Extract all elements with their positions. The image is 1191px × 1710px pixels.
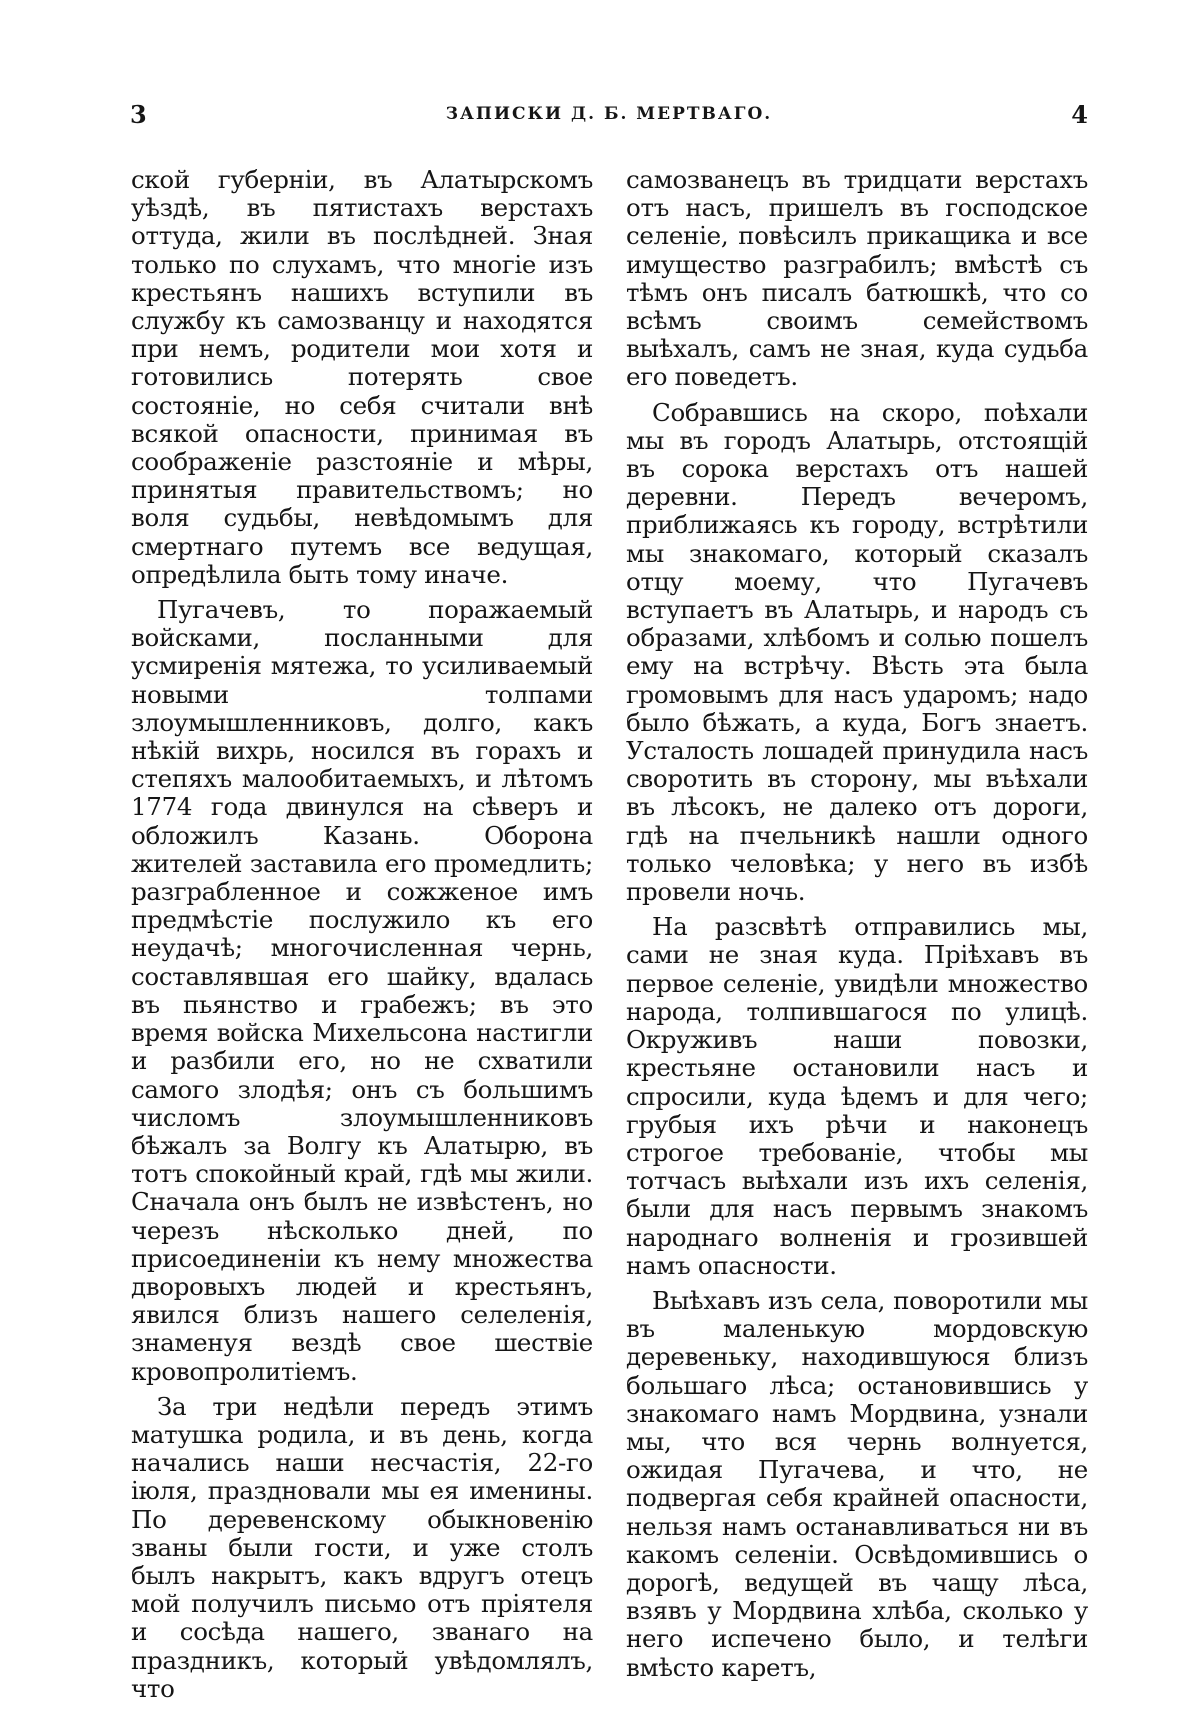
paragraph: ской губерніи, въ Алатырскомъ уѣздѣ, въ пятистахъ верстахъ оттуда, жили въ послѣдней. Зная только по слухамъ, что многіе изъ крестьянъ нашихъ вступили въ службу къ самозванцу и находятся при немъ, родители мои хотя и готовились потерять свое состояніе, но себя считали внѣ всякой опасности, принимая въ соображеніе разстояніе и мѣры, принятыя правительствомъ; но воля судьбы, невѣдомымъ для смертнаго путемъ все ведущая, опредѣлила быть тому иначе. [131,165,593,589]
paragraph: За три недѣли передъ этимъ матушка родила, и въ день, когда начались наши несчастія, 22-го іюля, праздновали мы ея именины. По деревенскому обыкновенію званы были гости, и уже столъ былъ накрытъ, какъ вдругъ отецъ мой получилъ письмо отъ пріятеля и сосѣда нашего, званаго на праздникъ, который увѣдомлялъ, что [131,1391,593,1703]
page-number-left: 3 [130,100,147,129]
paragraph: Выѣхавъ изъ села, поворотили мы въ маленькую мордовскую деревеньку, находившуюся близъ большаго лѣса; остановившись у знакомаго намъ Мордвина, узнали мы, что вся чернь волнуется, ожидая Пугачева, и что, не подвергая себя крайней опасности, нельзя намъ останавливаться ни въ какомъ селеніи. Освѣдомившись о дорогѣ, ведущей въ чащу лѣса, взявъ у Мордвина хлѣба, сколько у него испечено было, и телѣги вмѣсто каретъ, [626,1285,1088,1682]
left-column [131,166,593,1710]
page-number-right: 4 [1071,100,1088,129]
paragraph: На разсвѣтѣ отправились мы, сами не зная куда. Пріѣхавъ въ первое селеніе, увидѣли множество народа, толпившагося по улицѣ. Окруживъ наши повозки, крестьяне остановили насъ и спросили, куда ѣдемъ и для чего; грубыя ихъ рѣчи и наконецъ строгое требованіе, чтобы мы тотчасъ выѣхали изъ ихъ селенія, были для насъ первымъ знакомъ народнаго волненія и грозившей намъ опасности. [626,912,1088,1280]
running-header [130,100,1088,140]
running-title: ЗАПИСКИ Д. Б. МЕРТВАГО. [445,104,773,124]
paragraph: Собравшись на скоро, поѣхали мы въ городъ Алатырь, отстоящій въ сорока верстахъ отъ нашей деревни. Передъ вечеромъ, приближаясь къ городу, встрѣтили мы знакомаго, который сказалъ отцу моему, что Пугачевъ вступаетъ въ Алатырь, и народъ съ образами, хлѣбомъ и солью пошелъ ему на встрѣчу. Вѣсть эта была громовымъ для насъ ударомъ; надо было бѣжать, а куда, Богъ знаетъ. Усталость лошадей принудила насъ своротить въ сторону, мы въѣхали въ лѣсокъ, не далеко отъ дороги, гдѣ на пчельникѣ нашли одного только человѣка; у него въ избѣ провели ночь. [626,397,1088,907]
paragraph: самозванецъ въ тридцати верстахъ отъ насъ, пришелъ въ господское селеніе, повѣсилъ прикащика и все имущество разграбилъ; вмѣстѣ съ тѣмъ онъ писалъ батюшкѣ, что со всѣмъ своимъ семействомъ выѣхалъ, самъ не зная, куда судьба его поведетъ. [626,165,1088,392]
right-column [626,166,1088,1689]
paragraph: Пугачевъ, то поражаемый войсками, посланными для усмиренія мятежа, то усиливаемый новыми толпами злоумышленниковъ, долго, какъ нѣкій вихрь, носился въ горахъ и степяхъ малообитаемыхъ, и лѣтомъ 1774 года двинулся на сѣверъ и обложилъ Казань. Оборона жителей заставила его промедлить; разграбленное и сожженое имъ предмѣстіе послужило къ его неудачѣ; многочисленная чернь, составлявшая его шайку, вдалась въ пьянство и грабежъ; въ это время войска Михельсона настигли и разбили его, но не схватили самого злодѣя; онъ съ большимъ числомъ злоумышленниковъ бѣжалъ за Волгу къ Алатырю, въ тотъ спокойный край, гдѣ мы жили. Сначала онъ былъ не извѣстенъ, но черезъ нѣсколько дней, по присоединеніи къ нему множества дворовыхъ людей и крестьянъ, явился близъ нашего селеленія, знаменуя вездѣ свое шествіе кровопролитіемъ. [131,595,593,1386]
